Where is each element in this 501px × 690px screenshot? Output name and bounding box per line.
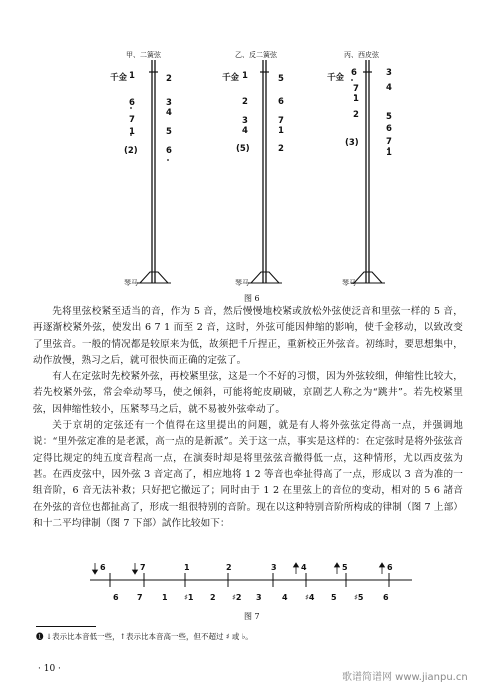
figure-6-caption: 图 6	[244, 294, 260, 303]
fig7-bottom-label: ♯4	[305, 593, 315, 602]
fig6-panel3-left-note: (3)	[345, 138, 359, 148]
footnote-divider	[36, 626, 96, 627]
fig6-panel1-left-note: 7	[129, 115, 135, 125]
fig6-panel2-left-note: 2	[242, 97, 248, 107]
fig6-panel3-right-note: 7	[386, 137, 392, 147]
fig6-panel3-left-note: 2	[353, 110, 359, 120]
figure-6-diagram	[0, 0, 501, 300]
fig7-top-label: 6	[100, 563, 106, 572]
fig6-panel2-qianjin-label: 千金	[222, 73, 240, 83]
fig6-panel3-title: 丙、西皮弦	[344, 51, 379, 59]
fig6-panel2-left-note: 4	[242, 126, 248, 136]
fig6-panel3-right-note: 5	[386, 112, 392, 122]
fig7-top-label: 1	[184, 563, 190, 572]
fig6-panel2-left-note: (5)	[236, 144, 250, 154]
fig6-panel2-right-note: 6	[278, 97, 284, 107]
fig6-panel2-bridge-label: 琴马	[235, 279, 249, 287]
fig6-panel1-right-note: 2	[166, 74, 172, 84]
fig7-top-label: 4	[301, 563, 307, 572]
fig7-bottom-label: 7	[137, 593, 143, 602]
fig6-panel2-right-note: 5	[278, 74, 284, 84]
footnote-text: ↓表示比本音低一些，↑表示比本音高一些，但不超过 ♯ 或 ♭。	[45, 632, 253, 641]
footnote	[36, 631, 253, 642]
footnote-marker: ❶	[36, 632, 44, 641]
fig6-panel1-left-note: 1	[129, 71, 135, 81]
fig6-panel2-title: 乙、反二簧弦	[235, 51, 277, 59]
fig7-bottom-label: ♯1	[184, 593, 194, 602]
fig6-panel2-left-note: 3	[242, 116, 248, 126]
page-number: · 10 ·	[38, 664, 61, 674]
fig7-bottom-label: 4	[282, 593, 288, 602]
fig6-panel3-right-note: 1	[386, 148, 392, 158]
fig6-panel3-right-note: 3	[386, 68, 392, 78]
watermark: 歌谱简谱网 www.jianpu.cn	[342, 672, 468, 683]
fig6-panel1-bridge-label: 琴马	[124, 279, 138, 287]
figure-7-caption: 图 7	[244, 612, 260, 621]
fig6-panel1-left-note: 1	[129, 127, 135, 137]
fig7-bottom-label: 5	[331, 593, 337, 602]
fig6-panel3-qianjin-label: 千金	[327, 73, 345, 83]
fig6-panel1-qianjin-label: 千金	[110, 73, 128, 83]
fig6-panel3-right-note: 6	[386, 124, 392, 134]
fig6-panel2-left-note: 1	[242, 71, 248, 81]
fig7-bottom-label: 3	[256, 593, 262, 602]
fig6-panel2-right-note: 1	[278, 126, 284, 136]
fig6-panel1-title: 甲、二簧弦	[126, 51, 161, 59]
fig7-bottom-label: 6	[383, 593, 389, 602]
fig7-bottom-label: 2	[210, 593, 216, 602]
body-text	[33, 304, 463, 532]
fig7-top-label: 2	[226, 563, 232, 572]
fig6-panel1-left-note: 6	[129, 98, 135, 108]
fig6-panel3-right-note: 4	[386, 83, 392, 93]
fig6-panel2-right-note: 2	[278, 144, 284, 154]
fig7-top-label: 7	[140, 563, 146, 572]
fig7-top-label: 5	[342, 563, 348, 572]
fig7-top-label: 3	[271, 563, 277, 572]
paragraph-2: 有人在定弦时先校紧外弦，再校紧里弦，这是一个不好的习惯，因为外弦较细，伸缩性比较大，若先校紧外弦，常会牵动琴马，使之倾斜，可能将蛇皮刷破，京剧艺人称之为“跳井”。若先校紧里弦，因伸缩性较小，压紧琴马之后，就不易被外弦牵动了。	[33, 371, 463, 415]
fig6-panel2-right-note: 7	[278, 116, 284, 126]
fig6-panel1-right-note: 5	[166, 127, 172, 137]
paragraph-1: 先将里弦校紧至适当的音，作为 5 音，然后慢慢地校紧或放松外弦使泛音和里弦一样的 5 音，再逐渐校紧外弦，使发出 6 7 1 而至 2 音，这时，外弦可能因伸缩的影响，使千金移动，以致改变了里弦音。一般的情况都是较原来为低，故须把千斤捏正，重新校正外弦音。初练时，要思想集中，动作放慢，熟习之后，就可很快而正确的定弦了。	[33, 306, 463, 366]
fig7-bottom-label: 6	[113, 593, 119, 602]
fig6-panel1-right-note: 6	[166, 146, 172, 156]
fig6-panel3-left-note: 6	[351, 68, 357, 78]
fig6-panel1-left-note: (2)	[124, 146, 138, 156]
fig7-bottom-label: 1	[162, 593, 168, 602]
fig6-panel3-left-note: 1	[353, 94, 359, 104]
fig7-bottom-label: ♯5	[354, 593, 364, 602]
fig7-top-label: 6	[387, 563, 393, 572]
fig7-bottom-label: ♯2	[232, 593, 242, 602]
figure-7-scale-diagram	[0, 555, 501, 605]
fig6-panel1-right-note: 3	[166, 98, 172, 108]
fig6-panel1-right-note: 4	[166, 108, 172, 118]
fig6-panel3-left-note: 7	[353, 84, 359, 94]
paragraph-3: 关于京胡的定弦还有一个值得在这里提出的问题，就是有人将外弦弦定得高一点，并强调地说：“里外弦定准的是老派，高一点的是新派”。关于这一点，事实是这样的：在定弦时是将外弦弦音定得比规定的纯五度音程高一点，在演奏时却是将里弦弦音撤得低一点，这种情形，尤以西皮弦为甚。在西皮弦中，因外弦 3 音定高了，相应地将 1 2 等音也牵扯得高了一点，形成以 3 音为准的一组音阶，6 音无法补救；只好把它撤远了；同时由于 1 2 在里弦上的音位的变动，相对的 5 6 諸音在外弦的音位也都扯高了，形成一组很特别的音阶。现在以这种特别音阶所构成的律制（图 7 上部）和十二平均律制（图 7 下部）試作比较如下：	[33, 420, 463, 529]
fig6-panel3-bridge-label: 琴马	[342, 279, 356, 287]
